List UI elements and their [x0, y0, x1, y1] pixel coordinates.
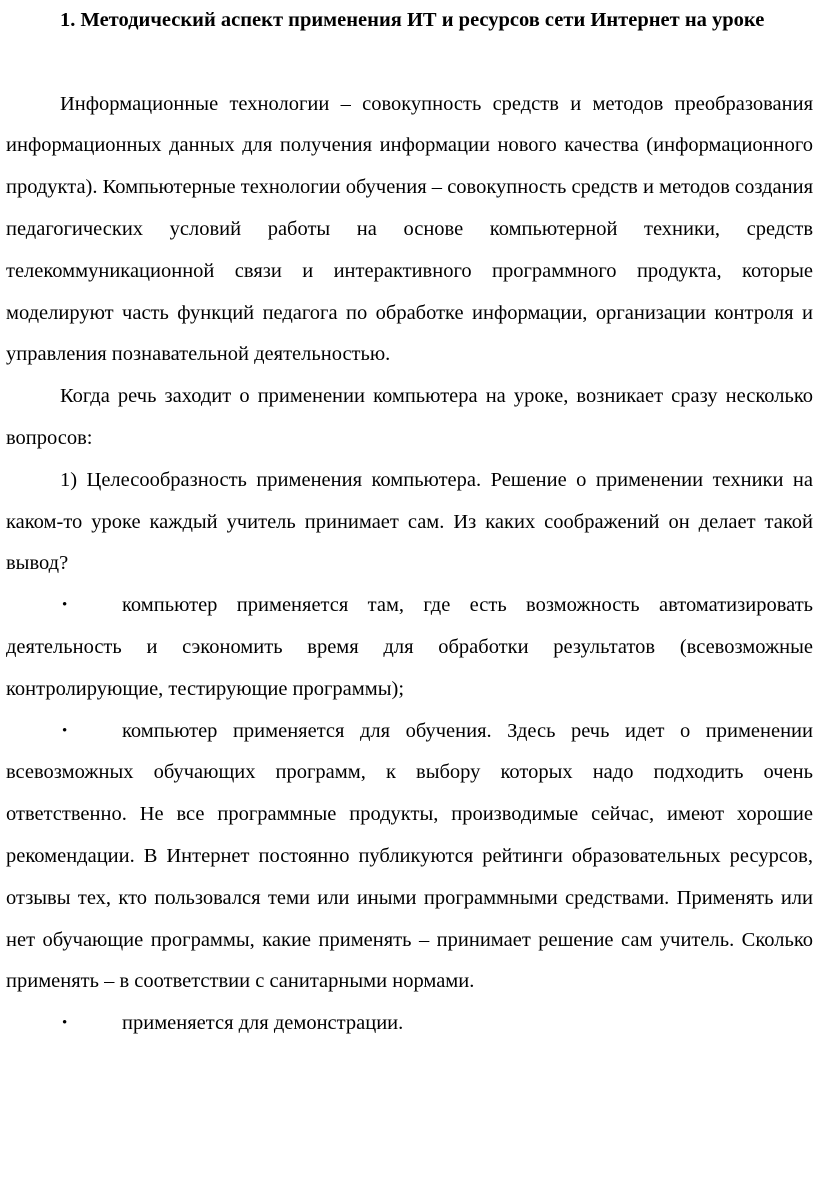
bullet-icon: • — [62, 1015, 68, 1032]
paragraph-definition: Информационные технологии – совокупность средств и методов преобразования информационных данных для получения информации нового качества (информационного продукта). Компьютерные технологии обучения – совокупность средств и методов создания педагогических условий работы на основе компьютерной техники, средств телекоммуникационной связи и интерактивного программного продукта, которые моделируют часть функций педагога по обработке информации, организации контроля и управления познавательной деятельностью. — [6, 92, 813, 366]
paragraph-question-1: 1) Целесообразность применения компьютера. Решение о применении техники на каком-то уроке каждый учитель принимает сам. Из каких соображений он делает такой вывод? — [6, 468, 813, 575]
section-heading: 1. Методический аспект применения ИТ и ресурсов сети Интернет на уроке — [60, 9, 765, 31]
heading-spacer — [6, 42, 813, 84]
bullet-text: применяется для демонстрации. — [122, 1012, 404, 1035]
bullet-text: компьютер применяется там, где есть возможность автоматизировать деятельность и сэкономить время для обработки результатов (всевозможные контролирующие, тестирующие программы); — [6, 594, 813, 700]
bullet-item-demonstration — [6, 1003, 813, 1045]
paragraph-questions-intro: Когда речь заходит о применении компьютера на уроке, возникает сразу несколько вопросов: — [6, 385, 813, 449]
bullet-icon: • — [62, 597, 68, 614]
bullet-item-learning — [6, 711, 813, 1004]
bullet-icon: • — [62, 722, 68, 739]
bullet-text: компьютер применяется для обучения. Здесь речь идет о применении всевозможных обучающих программ, к выбору которых надо подходить очень ответственно. Не все программные продукты, производимые сейчас, имеют хорошие рекомендации. В Интернет постоянно публикуются рейтинги образовательных ресурсов, отзывы тех, кто пользовался теми или иными программными средствами. Применять или нет обучающие программы, какие применять – принимает решение сам учитель. Сколько применять – в соответствии с санитарными нормами. — [6, 719, 813, 993]
bullet-item-automation — [6, 585, 813, 710]
